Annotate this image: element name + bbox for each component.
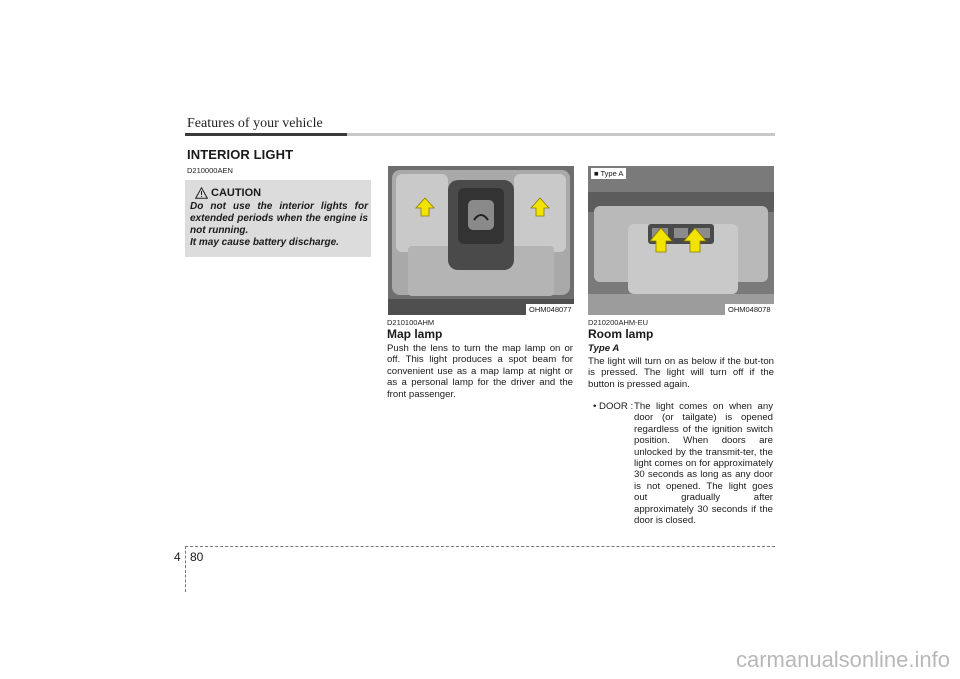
room-lamp-type-tag: ■ Type A <box>591 168 626 179</box>
warning-triangle-icon <box>195 187 208 199</box>
caution-heading: CAUTION <box>211 187 262 199</box>
caution-line-2: It may cause battery discharge. <box>190 237 339 248</box>
door-text: The light comes on when any door (or tailgate) is opened regardless of the ignition switch position. When doors are unlocked by the transmit-ter, the light comes on for approximately 30 seconds as long as any door is not opened. The light goes out gradually after approximately 30 seconds if the door is closed. <box>634 401 773 527</box>
door-label: • DOOR : <box>593 401 634 412</box>
map-lamp-image-label: OHM048077 <box>526 304 575 315</box>
chapter-number: 4 <box>174 550 181 564</box>
room-lamp-code: D210200AHM-EU <box>588 318 649 327</box>
map-lamp-code: D210100AHM <box>387 318 435 327</box>
room-lamp-subtitle: Type A <box>588 343 620 354</box>
caution-line-1: Do not use the interior lights for extended periods when the engine is not running. <box>190 201 368 236</box>
watermark-text: carmanualsonline.info <box>735 647 950 672</box>
footer-rule <box>185 546 775 547</box>
footer-divider <box>185 546 186 592</box>
header-rule-accent <box>185 133 347 136</box>
room-lamp-illustration <box>588 166 774 315</box>
room-lamp-image-label: OHM048078 <box>725 304 774 315</box>
caution-text <box>190 201 368 249</box>
map-lamp-illustration <box>388 166 574 315</box>
section-title: INTERIOR LIGHT <box>187 147 294 162</box>
page-number: 80 <box>190 550 204 564</box>
map-lamp-photo <box>388 166 574 315</box>
section-code: D210000AEN <box>187 166 233 175</box>
map-lamp-body: Push the lens to turn the map lamp on or off. This light produces a spot beam for convenient use as a map lamp at night or as a personal lamp for the driver and the front passenger. <box>387 343 573 400</box>
room-lamp-title: Room lamp <box>588 327 654 341</box>
room-lamp-photo <box>588 166 774 315</box>
room-lamp-body: The light will turn on as below if the but-ton is pressed. The light will turn off if the button is pressed again. <box>588 356 774 390</box>
header-title: Features of your vehicle <box>187 116 323 131</box>
map-lamp-title: Map lamp <box>387 327 443 341</box>
